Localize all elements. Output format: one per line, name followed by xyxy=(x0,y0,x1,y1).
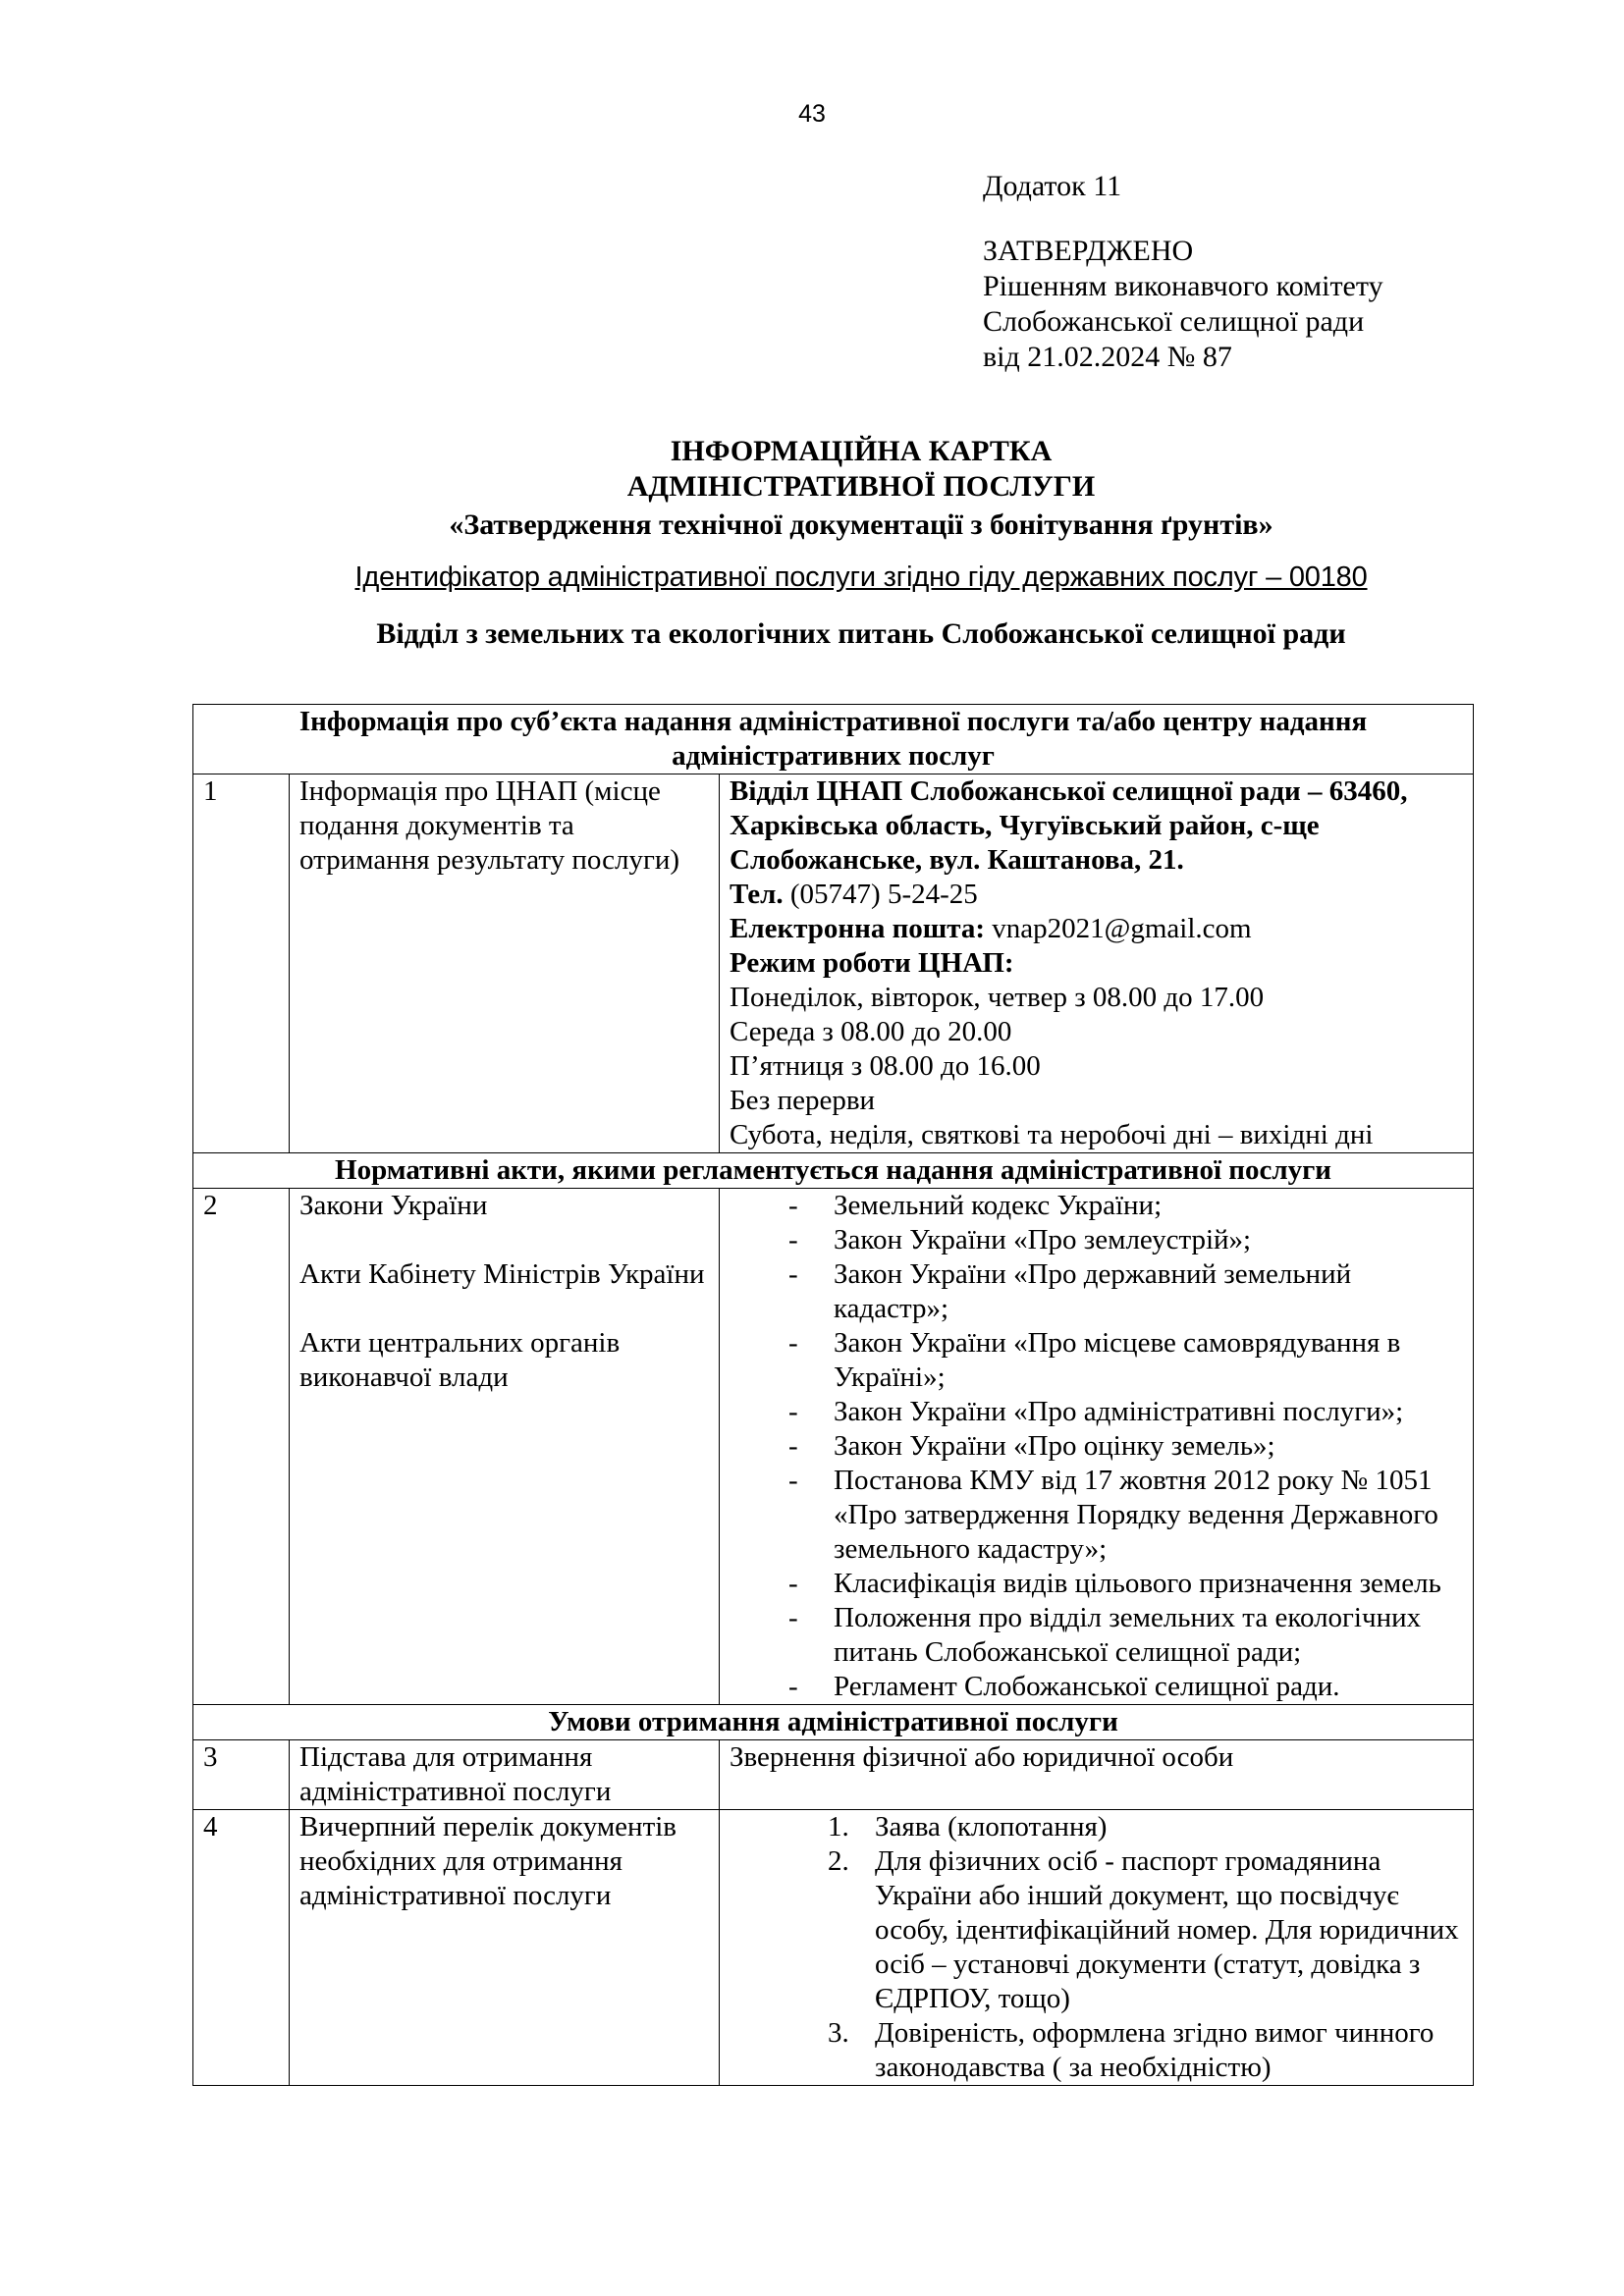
documents-list xyxy=(730,1810,1463,2085)
row-value xyxy=(720,1189,1474,1705)
title-block xyxy=(196,434,1526,652)
table-row xyxy=(193,1740,1474,1810)
cnap-phone xyxy=(730,878,1463,912)
approval-line-1: Рішенням виконавчого комітету xyxy=(983,270,1383,302)
row-number: 2 xyxy=(193,1189,290,1705)
table-row xyxy=(193,774,1474,1153)
row-label xyxy=(290,1189,720,1705)
item-text: Заява (клопотання) xyxy=(875,1811,1108,1842)
appendix-label: Додаток 11 xyxy=(983,170,1122,202)
section-header-row xyxy=(193,1153,1474,1189)
item-number: 1. xyxy=(828,1811,849,1842)
hours-label: Режим роботи ЦНАП: xyxy=(730,947,1014,979)
row-value: Звернення фізичної або юридичної особи xyxy=(720,1740,1474,1810)
hours-line: Субота, неділя, святкові та неробочі дні – вихідні дні xyxy=(730,1119,1374,1150)
hours-line: Середа з 08.00 до 20.00 xyxy=(730,1016,1012,1047)
item-text: Для фізичних осіб - паспорт громадянина України або інший документ, що посвідчує особу, ідентифікаційний номер. Для юридичних осіб – установчі документи (статут, довідка з ЄДРПОУ, тощо) xyxy=(875,1845,1459,2014)
row-number: 4 xyxy=(193,1810,290,2086)
phone-value: (05747) 5-24-25 xyxy=(783,879,978,910)
title-line-1: ІНФОРМАЦІЙНА КАРТКА xyxy=(670,435,1053,467)
acts-list xyxy=(730,1189,1463,1704)
section-header-subject: Інформація про суб’єкта надання адміністративної послуги та/або центру надання адміністративних послуг xyxy=(193,705,1474,774)
section-header-acts: Нормативні акти, якими регламентується надання адміністративної послуги xyxy=(193,1153,1474,1189)
hours-line: Понеділок, вівторок, четвер з 08.00 до 17.00 xyxy=(730,982,1265,1013)
list-item: - Закон України «Про землеустрій»; xyxy=(788,1223,1463,1257)
email-label: Електронна пошта: xyxy=(730,913,986,944)
list-item xyxy=(828,2016,1463,2085)
page-number: 43 xyxy=(798,100,826,128)
email-value: vnap2021@gmail.com xyxy=(985,913,1252,944)
list-item: - Регламент Слобожанської селищної ради. xyxy=(788,1670,1463,1704)
row-number: 3 xyxy=(193,1740,290,1810)
list-item: - Закон України «Про адміністративні послуги»; xyxy=(788,1395,1463,1429)
info-card-table xyxy=(192,704,1474,2086)
row-value xyxy=(720,1810,1474,2086)
label-cabinet-acts: Акти Кабінету Міністрів України xyxy=(299,1258,705,1290)
cnap-email xyxy=(730,912,1463,946)
label-central-acts: Акти центральних органів виконавчої влади xyxy=(299,1327,621,1393)
approval-block xyxy=(983,169,1383,375)
section-header-row xyxy=(193,1705,1474,1740)
hours-line: П’ятниця з 08.00 до 16.00 xyxy=(730,1050,1041,1082)
table-row xyxy=(193,1810,1474,2086)
list-item: - Положення про відділ земельних та екологічних питань Слобожанської селищної ради; xyxy=(788,1601,1463,1670)
label-laws: Закони України xyxy=(299,1190,488,1221)
item-number: 3. xyxy=(828,2017,849,2049)
row-label: Інформація про ЦНАП (місце подання документів та отримання результату послуги) xyxy=(290,774,720,1153)
list-item: - Закон України «Про оцінку земель»; xyxy=(788,1429,1463,1464)
cnap-address: Відділ ЦНАП Слобожанської селищної ради – 63460, Харківська область, Чугуївський район, с-ще Слобожанське, вул. Каштанова, 21. xyxy=(730,775,1408,876)
section-header-conditions: Умови отримання адміністративної послуги xyxy=(193,1705,1474,1740)
list-item: - Земельний кодекс України; xyxy=(788,1189,1463,1223)
row-value xyxy=(720,774,1474,1153)
list-item xyxy=(828,1844,1463,2016)
service-identifier: Ідентифікатор адміністративної послуги згідно гіду державних послуг – 00180 xyxy=(354,561,1368,593)
item-text: Довіреність, оформлена згідно вимог чинного законодавства ( за необхідністю) xyxy=(875,2017,1435,2083)
section-header-row xyxy=(193,705,1474,774)
row-number: 1 xyxy=(193,774,290,1153)
hours-line: Без перерви xyxy=(730,1085,876,1116)
list-item: - Закон України «Про державний земельний кадастр»; xyxy=(788,1257,1463,1326)
title-line-2: АДМІНІСТРАТИВНОЇ ПОСЛУГИ xyxy=(626,470,1096,503)
row-label: Вичерпний перелік документів необхідних для отримання адміністративної послуги xyxy=(290,1810,720,2086)
service-name: «Затвердження технічної документації з бонітування ґрунтів» xyxy=(449,508,1273,541)
phone-label: Тел. xyxy=(730,879,784,910)
approval-line-2: Слобожанської селищної ради xyxy=(983,305,1365,338)
department-name: Відділ з земельних та екологічних питань Слобожанської селищної ради xyxy=(376,617,1346,650)
list-item: - Постанова КМУ від 17 жовтня 2012 року № 1051 «Про затвердження Порядку ведення Державного земельного кадастру»; xyxy=(788,1464,1463,1567)
approval-line-3: від 21.02.2024 № 87 xyxy=(983,341,1232,373)
list-item: - Класифікація видів цільового призначення земель xyxy=(788,1567,1463,1601)
item-number: 2. xyxy=(828,1845,849,1877)
list-item: - Закон України «Про місцеве самоврядування в Україні»; xyxy=(788,1326,1463,1395)
list-item xyxy=(828,1810,1463,1844)
approved-label: ЗАТВЕРДЖЕНО xyxy=(983,235,1194,267)
row-label: Підстава для отримання адміністративної послуги xyxy=(290,1740,720,1810)
table-row xyxy=(193,1189,1474,1705)
